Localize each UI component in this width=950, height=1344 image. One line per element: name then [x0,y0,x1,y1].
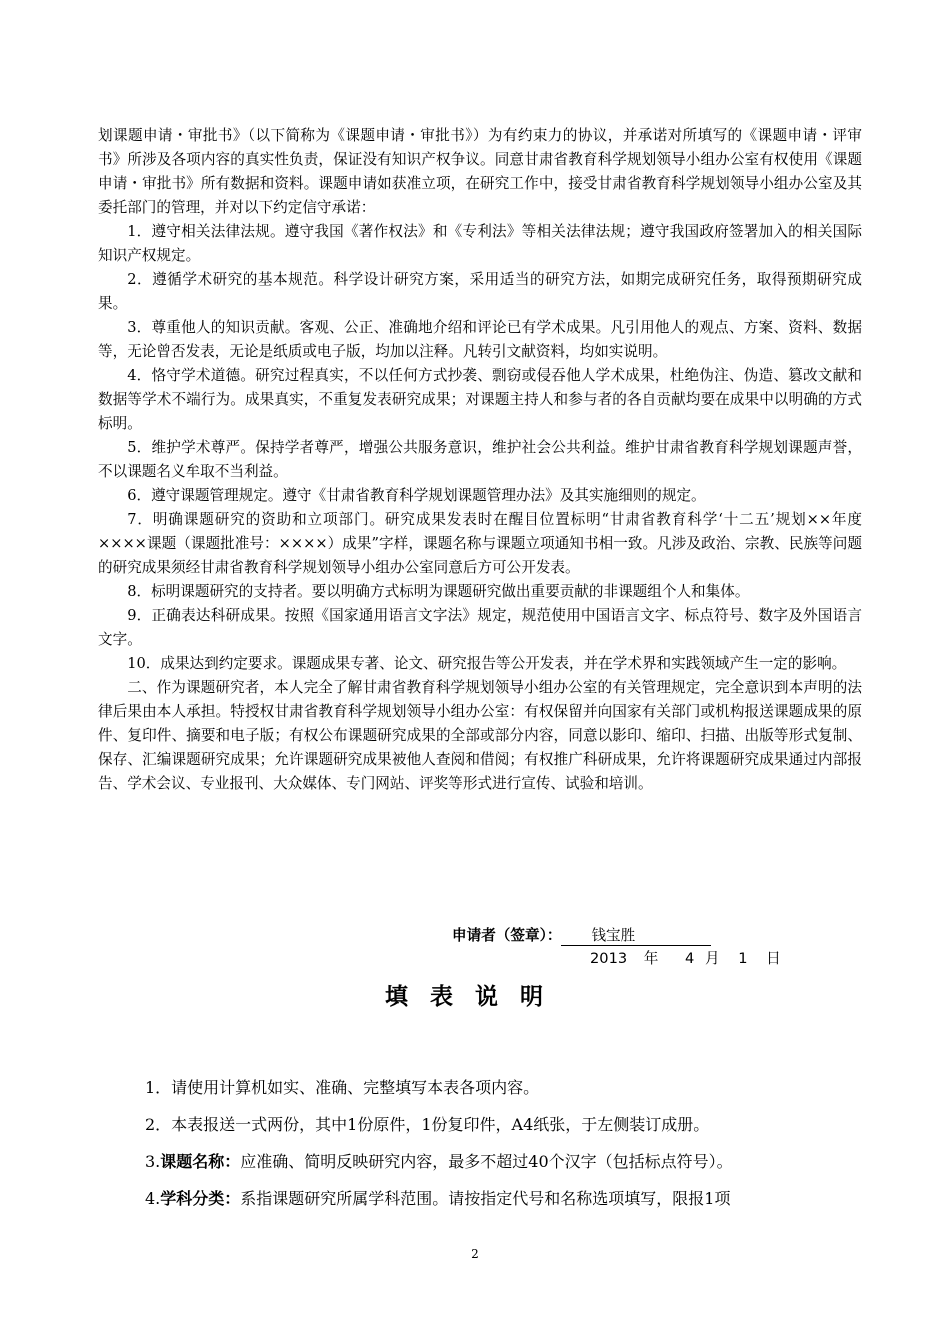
date-day: 1 [738,950,748,967]
instruction-text: 应准确、简明反映研究内容，最多不超过40个汉字（包括标点符号）。 [240,1152,733,1171]
declaration-paragraph: 2．遵循学术研究的基本规范。科学设计研究方案，采用适当的研究方法，如期完成研究任务，取得预期研究成果。 [98,271,862,312]
declaration-paragraph: 9．正确表达科研成果。按照《国家通用语言文字法》规定，规范使用中国语言文字、标点符号、数字及外国语言文字。 [98,607,862,648]
instruction-text: 系指课题研究所属学科范围。请按指定代号和名称选项填写，限报1项 [240,1189,731,1208]
signature-date [590,949,781,969]
signature-name: 钱宝胜 [561,927,711,946]
instruction-number: 4. [145,1189,161,1208]
declaration-paragraph: 5．维护学术尊严。保持学者尊严，增强公共服务意识，维护社会公共利益。维护甘肃省教育科学规划课题声誉，不以课题名义牟取不当利益。 [98,439,862,480]
instruction-number: 3. [145,1152,161,1171]
date-day-unit: 日 [766,950,781,967]
date-month: 4 [685,950,695,967]
instructions-title: 填表说明 [385,983,565,1010]
declaration-paragraph: 划课题申请・审批书》（以下简称为《课题申请・审批书》）为有约束力的协议，并承诺对所填写的《课题申请・评审书》所涉及各项内容的真实性负责，保证没有知识产权争议。同意甘肃省教育科学规划领导小组办公室有权使用《课题申请・审批书》所有数据和资料。课题申请如获准立项，在研究工作中，接受甘肃省教育科学规划领导小组办公室及其委托部门的管理，并对以下约定信守承诺： [98,127,862,216]
date-month-unit: 月 [704,950,720,967]
signature-label: 申请者（签章）： [452,927,562,944]
declaration-paragraph: 3．尊重他人的知识贡献。客观、公正、准确地介绍和评论已有学术成果。凡引用他人的观点、方案、资料、数据等，无论曾否发表，无论是纸质或电子版，均加以注释。凡转引文献资料，均如实说明。 [98,319,862,360]
instruction-label: 学科分类： [160,1189,241,1208]
signature-line [452,926,711,946]
instruction-item [145,1143,865,1180]
instruction-item [145,1180,865,1217]
declaration-paragraph: 10．成果达到约定要求。课题成果专著、论文、研究报告等公开发表，并在学术界和实践领域产生一定的影响。 [127,655,847,672]
declaration-paragraph: 7．明确课题研究的资助和立项部门。研究成果发表时在醒目位置标明“甘肃省教育科学‘十二五’规划××年度××××课题（课题批准号：××××）成果”字样，课题名称与课题立项通知书相一致。凡涉及政治、宗教、民族等问题的研究成果须经甘肃省教育科学规划领导小组办公室同意后方可公开发表。 [98,511,862,576]
instruction-label: 课题名称： [160,1152,241,1171]
instructions-list [145,1069,865,1217]
date-year: 2013 [590,950,628,967]
instruction-item: 2．本表报送一式两份，其中1份原件，1份复印件，A4纸张，于左侧装订成册。 [145,1115,710,1134]
page-number: 2 [471,1247,479,1261]
declaration-paragraph: 6．遵守课题管理规定。遵守《甘肃省教育科学规划课题管理办法》及其实施细则的规定。 [127,487,706,504]
declaration-text [98,124,862,796]
declaration-paragraph: 4．恪守学术道德。研究过程真实，不以任何方式抄袭、剽窃或侵吞他人学术成果，杜绝伪注、伪造、篡改文献和数据等学术不端行为。成果真实，不重复发表研究成果；对课题主持人和参与者的各自贡献均要在成果中以明确的方式标明。 [98,367,862,432]
instruction-item: 1．请使用计算机如实、准确、完整填写本表各项内容。 [145,1078,540,1097]
declaration-paragraph: 1．遵守相关法律法规。遵守我国《著作权法》和《专利法》等相关法律法规；遵守我国政府签署加入的相关国际知识产权规定。 [98,223,862,264]
date-year-unit: 年 [643,950,659,967]
declaration-paragraph: 二、作为课题研究者，本人完全了解甘肃省教育科学规划领导小组办公室的有关管理规定，完全意识到本声明的法律后果由本人承担。特授权甘肃省教育科学规划领导小组办公室：有权保留并向国家有关部门或机构报送课题成果的原件、复印件、摘要和电子版；有权公布课题研究成果的全部或部分内容，同意以影印、缩印、扫描、出版等形式复制、保存、汇编课题研究成果；允许课题研究成果被他人查阅和借阅；有权推广科研成果，允许将课题研究成果通过内部报告、学术会议、专业报刊、大众媒体、专门网站、评奖等形式进行宣传、试验和培训。 [98,679,862,792]
declaration-paragraph: 8．标明课题研究的支持者。要以明确方式标明为课题研究做出重要贡献的非课题组个人和集体。 [127,583,750,600]
